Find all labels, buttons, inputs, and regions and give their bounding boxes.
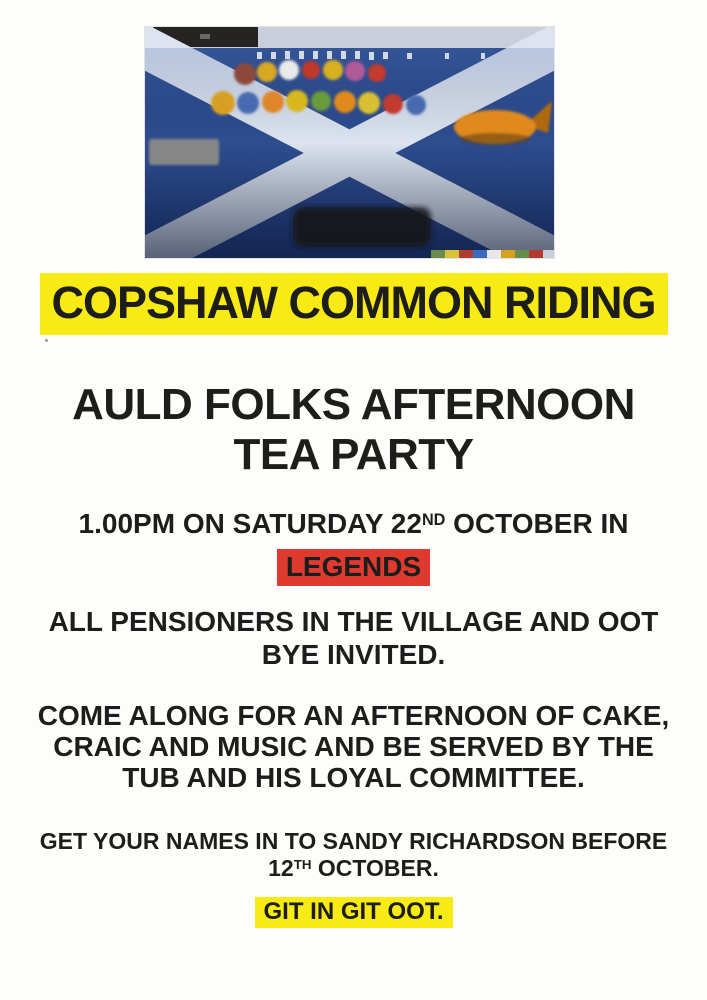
flag-photo-graphic (145, 27, 554, 258)
flag-photo (145, 27, 554, 258)
subtitle-line-2: TEA PARTY (233, 430, 474, 479)
datetime-line: 1.00PM ON SATURDAY 22ND OCTOBER IN (78, 508, 629, 539)
footer-slogan: GIT IN GIT OOT. (255, 897, 453, 928)
datetime-block (0, 507, 707, 586)
invite-line-2: BYE INVITED. (261, 639, 446, 670)
subtitle (0, 380, 707, 480)
gray-patch (149, 139, 219, 165)
bottom-colour-strip (431, 250, 554, 258)
venue-line (0, 549, 707, 586)
names-line-1: GET YOUR NAMES IN TO SANDY RICHARDSON BEFORE (39, 828, 668, 854)
ordinal-superscript: TH (293, 857, 312, 873)
body-line-3: TUB AND HIS LOYAL COMMITTEE. (122, 762, 585, 793)
body-block (0, 700, 707, 793)
body-line-2: CRAIC AND MUSIC AND BE SERVED BY THE (53, 731, 654, 762)
dark-blob (293, 207, 431, 247)
names-line-2: 12TH OCTOBER. (268, 855, 439, 881)
title-banner (0, 273, 707, 335)
subtitle-line-1: AULD FOLKS AFTERNOON (72, 380, 635, 429)
invite-block (0, 605, 707, 671)
top-bar-speck (200, 34, 210, 39)
venue-highlight: LEGENDS (277, 549, 430, 586)
body-line-1: COME ALONG FOR AN AFTERNOON OF CAKE, (37, 700, 670, 731)
event-title: COPSHAW COMMON RIDING (40, 273, 668, 335)
ordinal-superscript: ND (421, 510, 446, 529)
names-block (0, 828, 707, 885)
invite-line-1: ALL PENSIONERS IN THE VILLAGE AND OOT (48, 606, 659, 637)
footer-banner (0, 897, 707, 928)
scan-speck (45, 339, 48, 342)
